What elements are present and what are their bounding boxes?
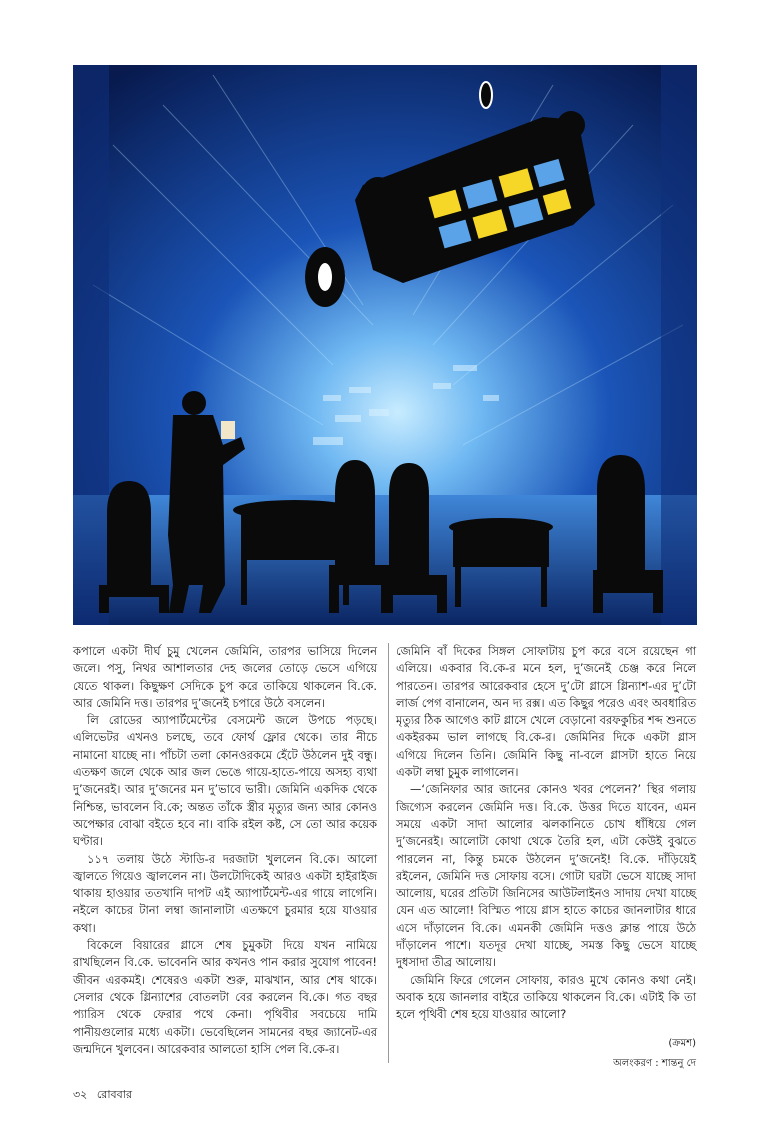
robot-eye-pupil-icon [318,263,332,291]
article-paragraph: লি রোডের অ্যাপার্টমেন্টের বেসমেন্ট জলে উপচে পড়ছে। এলিভেটর এখনও চলছে, তবে ফোর্থ ফ্লোর থেকে। তার নীচে নামানো যাচ্ছে না। পাঁচটা তলা কোনওরকমে হেঁটে উঠলেন দুই বন্ধু। এতক্ষণ জলে থেকে আর জল ভেঙে গায়ে-হাতে-পায়ে অসহ্য ব্যথা দু’জনেরই। আর দু’জনের মন দু’ভাবে ভারী। জেমিনি একদিক থেকে নিশ্চিন্ত, ভাবলেন বি.কে; অন্তত তাঁকে স্ত্রীর মৃত্যুর জন্য আর কোনও অপেক্ষার বোঝা বইতে হবে না। বাকি রইল কষ্ট, সে তো আর কয়েক ঘণ্টার। [73,713,377,849]
robot-face-and-man-silhouette-illustration [73,65,697,625]
article-paragraph: ১১৭ তলায় উঠে স্টাডি-র দরজাটা খুললেন বি.কে। আলো জ্বালতে গিয়েও জ্বাললেন না। উলটোদিকেই আরও একটা হাইরাইজ থাকায় হাওয়ার ততখানি দাপট এই অ্যাপার্টমেন্ট-এর গায়ে লাগেনি। নইলে কাচের টানা লম্বা জানালাটা এতক্ষণে চুরমার হয়ে যাওয়ার কথা। [73,851,377,935]
article-column-left [73,643,377,1058]
magazine-name: রোববার [96,1088,133,1101]
story-illustration [73,65,697,625]
article-paragraph: বিকেলে বিয়ারের গ্লাসে শেষ চুমুকটা দিয়ে যখন নামিয়ে রাখছিলেন বি.কে. ভাবেননি আর কখনও পান করার সুযোগ পাবেন! জীবন এরকমই। শেষেরও একটা শুরু, মাঝখান, আর শেষ থাকে। সেলার থেকে গ্লিন্যাশের বোতলটা বের করলেন বি.কে। গত বছর প্যারিস থেকে ফেরার পথে কেনা। পৃথিবীর সবচেয়ে দামি পানীয়গুলোর মধ্যে একটা। ভেবেছিলেন সামনের বছর জ্যানেট-এর জন্মদিনে খুলবেন। আরেকবার আলতো হাসি পেল বি.কে-র। [73,938,377,1056]
article-paragraph: —‘জেনিফার আর জানের কোনও খবর পেলেন?’ স্থির গলায় জিগ্যেস করলেন জেমিনি দত্ত। বি.কে. উত্তর দিতে যাবেন, এমন সময়ে একটা সাদা আলোর ঝলকানিতে চোখ ধাঁধিয়ে গেল দু’জনেরই। আলোটা কোথা থেকে তৈরি হল, এটা কেউই বুঝতে পারলেন না, কিন্তু চমকে উঠলেন দু’জনেই! বি.কে. দাঁড়িয়েই রইলেন, জেমিনি দত্ত সোফায় বসে। গোটা ঘরটা ভেসে যাচ্ছে সাদা আলোয়, ঘরের প্রতিটা জিনিসের আউটলাইনও সাদায় দেখা যাচ্ছে যেন এত আলো! বিস্মিত পায়ে গ্লাস হাতে কাচের জানলাটার ধারে এসে দাঁড়ালেন বি.কে। এমনকী জেমিনি দত্তও ক্লান্ত পায়ে উঠে দাঁড়ালেন পাশে। যতদূর দেখা যাচ্ছে, সমস্ত কিছু ভেসে যাচ্ছে দুধসাদা তীব্র আলোয়। [396,782,696,970]
article-paragraph: কপালে একটা দীর্ঘ চুমু খেলেন জেমিনি, তারপর ভাসিয়ে দিলেন জলে। পসু, নিথর আশালতার দেহ জলের তোড়ে ভেসে এগিয়ে যেতে থাকল। কিছুক্ষণ সেদিকে চুপ করে তাকিয়ে থাকলেন বি.কে. আর জেমিনি দত্ত। তারপর দু’জনেই চপারে উঠে বসলেন। [73,644,377,710]
article-paragraph: জেমিনি ফিরে গেলেন সোফায়, কারও মুখে কোনও কথা নেই। অবাক হয়ে জানলার বাইরে তাকিয়ে থাকলেন বি.কে। এটাই কি তা হলে পৃথিবী শেষ হয়ে যাওয়ার আলো? [396,972,696,1022]
page-footer [73,1086,138,1105]
column-divider [388,643,389,1063]
robot-ear-right-icon [557,111,585,139]
article-column-right [396,643,696,1072]
page-number: ৩২ [73,1088,88,1101]
illustrator-credit: অলংকরণ : শান্তনু দে [613,1057,696,1069]
robot-ear-left-icon [362,177,394,209]
continued-label: (ক্রমশ) [668,1037,696,1049]
robot-antenna-icon [480,82,492,108]
article-paragraph: জেমিনি বাঁ দিকের সিঙ্গল সোফাটায় চুপ করে বসে রয়েছেন গা এলিয়ে। একবার বি.কে-র মনে হল, দু’জনেই চেঞ্জ করে নিলে পারতেন। তারপর আরেকবার হেসে দু’টো গ্লাসে গ্লিন্যাশ-এর দু’টো লার্জ পেগ বানালেন, অন দ্য রক্স। এত কিছুর পরেও এবং অবধারিত মৃত্যুর ঠিক আগেও কাট গ্লাসে খেলে বেড়ানো বরফকুচির শব্দ শুনতে একইরকম ভাল লাগছে বি.কে-র। জেমিনির দিকে একটা গ্লাস এগিয়ে দিলেন তিনি। জেমিনি কিছু না-বলে গ্লাসটা হাতে নিয়ে একটা লম্বা চুমুক লাগালেন। [396,644,696,780]
